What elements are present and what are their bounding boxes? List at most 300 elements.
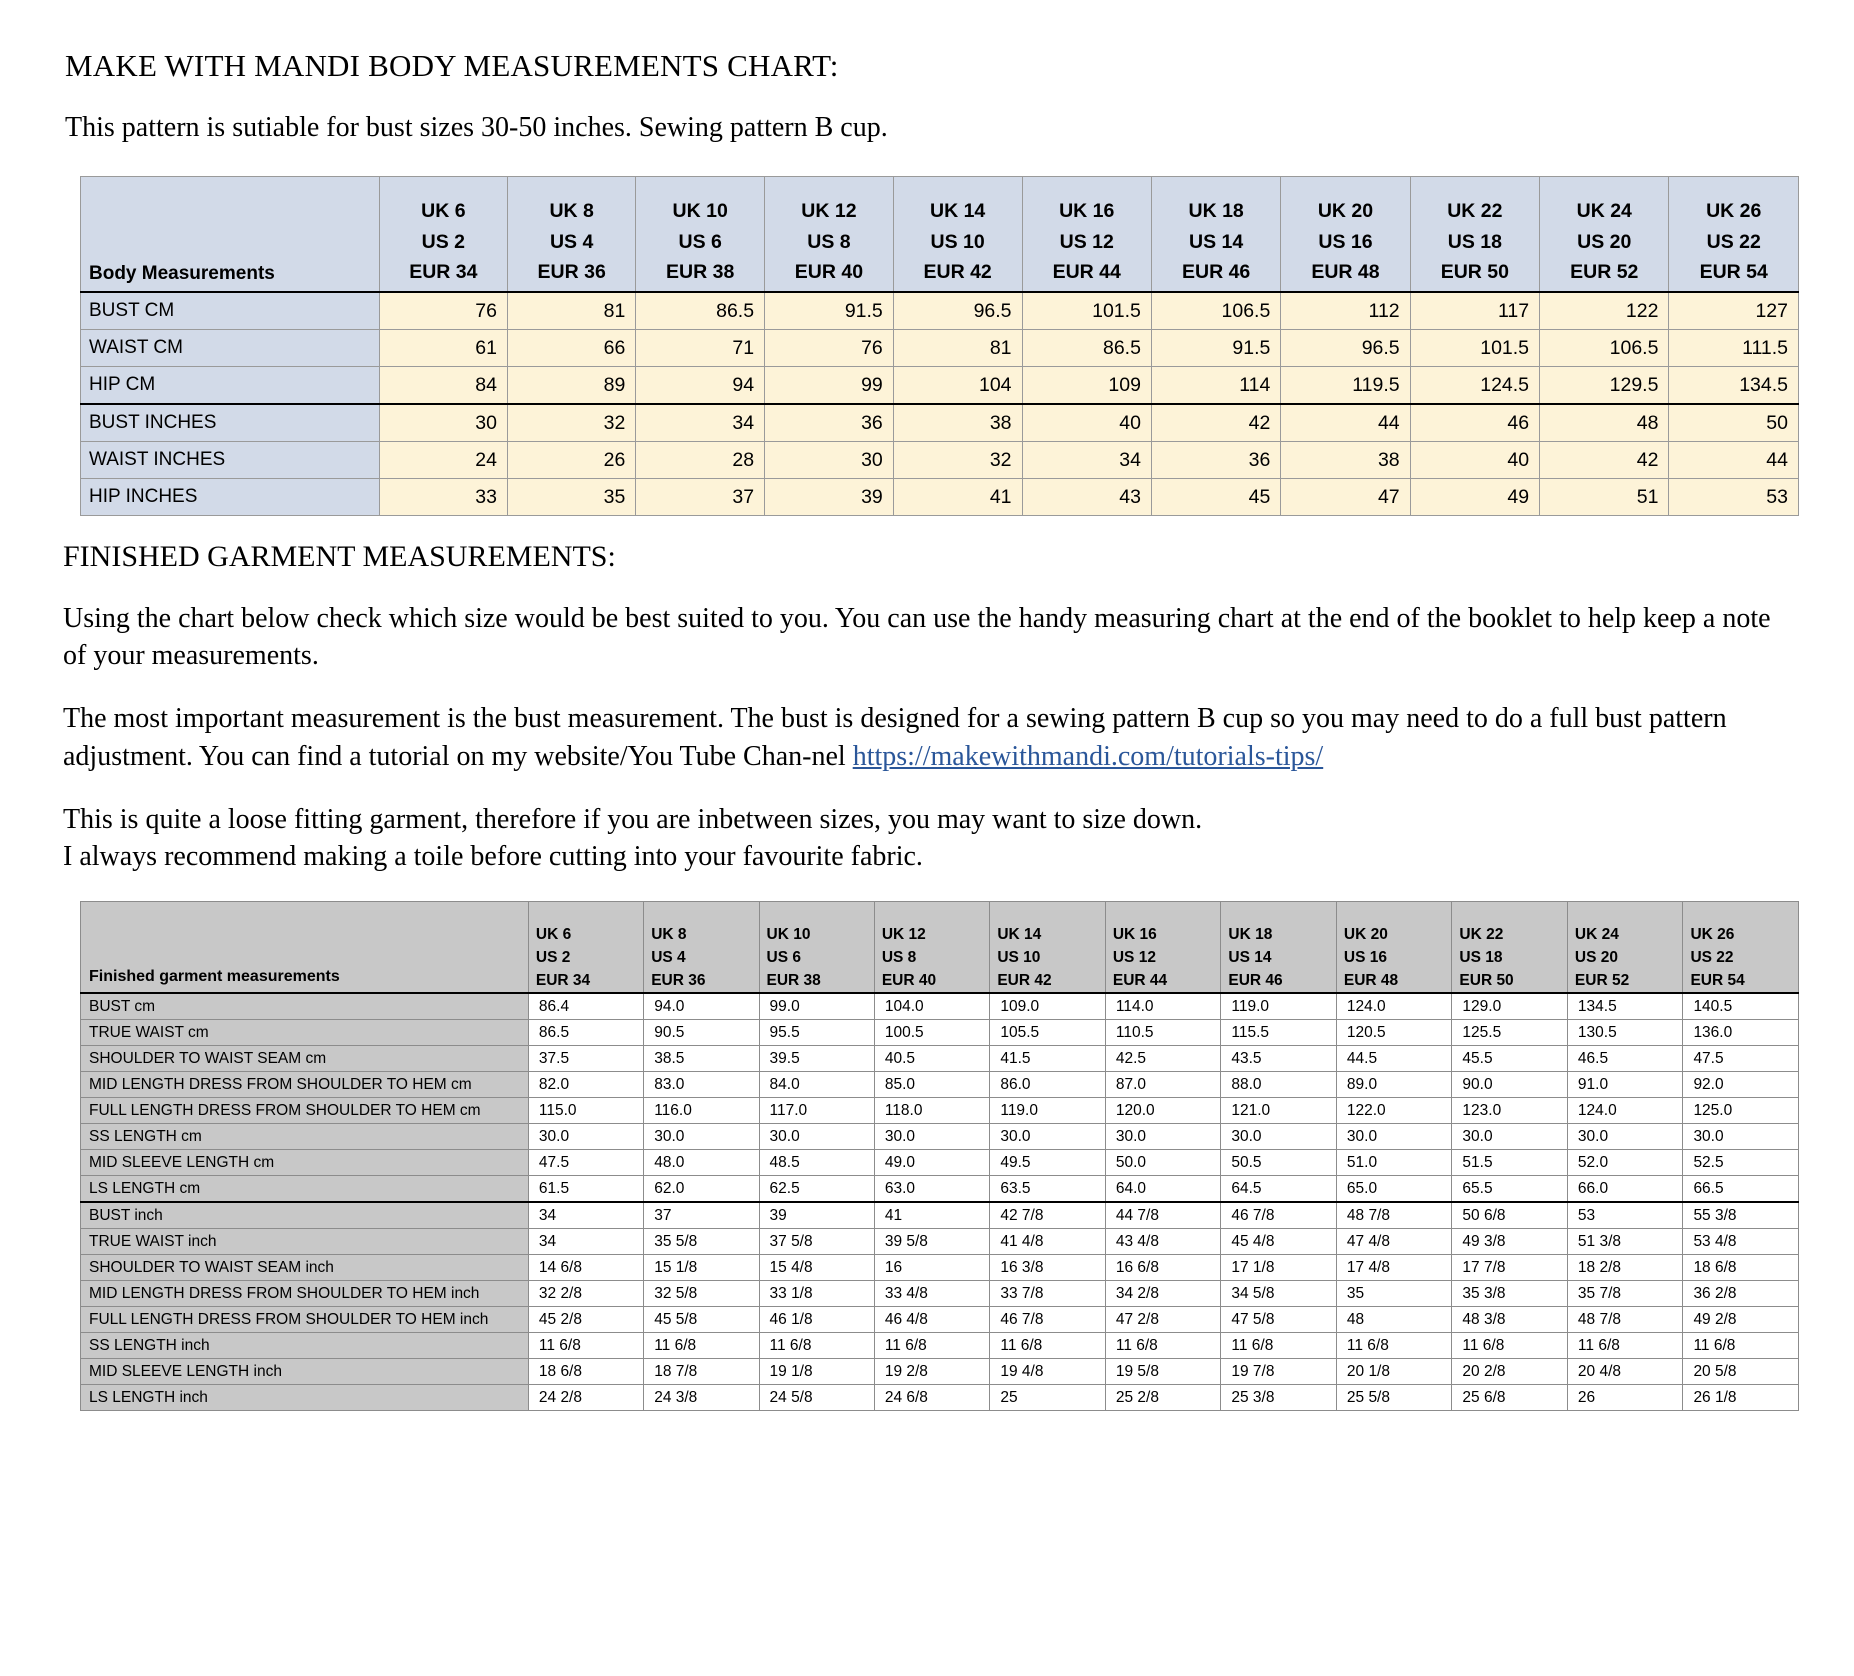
cell-value: 39 — [759, 1202, 874, 1229]
cell-value: 24 6/8 — [874, 1385, 990, 1411]
cell-value: 99 — [765, 367, 894, 405]
cell-value: 32 5/8 — [644, 1281, 759, 1307]
tutorials-tips-link[interactable]: https://makewithmandi.com/tutorials-tips/ — [852, 740, 1324, 772]
cell-value: 26 1/8 — [1683, 1385, 1799, 1411]
size-header-us: US 4 — [651, 948, 686, 966]
body-measurements-corner-label: Body Measurements — [81, 177, 380, 293]
cell-value: 51.0 — [1336, 1150, 1452, 1176]
cell-value: 39 5/8 — [874, 1229, 990, 1255]
cell-value: 140.5 — [1683, 993, 1799, 1020]
cell-value: 110.5 — [1105, 1020, 1221, 1046]
cell-value: 28 — [636, 442, 765, 479]
table-row — [81, 292, 1799, 330]
table-row — [81, 1150, 1799, 1176]
cell-value: 25 — [990, 1385, 1106, 1411]
cell-value: 17 4/8 — [1336, 1255, 1452, 1281]
cell-value: 47.5 — [1683, 1046, 1799, 1072]
cell-value: 24 — [379, 442, 507, 479]
paragraph-bust-adjustment-text: The most important measurement is the bust measurement. The bust is designed for a sewing pattern B cup so you may need to do a full bust pattern adjustment. You can find a tutorial on my website/You Tube Chan-nel — [63, 703, 1727, 772]
cell-value: 53 — [1567, 1202, 1683, 1229]
cell-value: 19 1/8 — [759, 1359, 874, 1385]
fg-size-header-5 — [1105, 902, 1221, 994]
row-label: LS LENGTH inch — [81, 1385, 529, 1411]
cell-value: 32 — [893, 442, 1022, 479]
size-header-eur: EUR 40 — [794, 260, 864, 283]
table-row — [81, 1098, 1799, 1124]
cell-value: 43 — [1022, 479, 1151, 516]
size-header-us: US 8 — [807, 230, 851, 253]
size-header-0 — [379, 177, 507, 293]
row-label: MID LENGTH DRESS FROM SHOULDER TO HEM inch — [81, 1281, 529, 1307]
cell-value: 64.5 — [1221, 1176, 1337, 1203]
size-header-us: US 14 — [1228, 948, 1272, 966]
cell-value: 46 7/8 — [990, 1307, 1106, 1333]
cell-value: 49.0 — [874, 1150, 990, 1176]
size-header-uk: UK 12 — [801, 200, 857, 223]
cell-value: 48 — [1336, 1307, 1452, 1333]
cell-value: 91.0 — [1567, 1072, 1683, 1098]
cell-value: 11 6/8 — [1221, 1333, 1337, 1359]
cell-value: 115.5 — [1221, 1020, 1337, 1046]
size-header-7 — [1281, 177, 1410, 293]
cell-value: 26 — [1567, 1385, 1683, 1411]
cell-value: 20 1/8 — [1336, 1359, 1452, 1385]
cell-value: 30 — [765, 442, 894, 479]
cell-value: 45.5 — [1452, 1046, 1568, 1072]
cell-value: 46 1/8 — [759, 1307, 874, 1333]
cell-value: 84.0 — [759, 1072, 874, 1098]
row-label: TRUE WAIST inch — [81, 1229, 529, 1255]
paragraph-sizing-guidance: Using the chart below check which size would be best suited to you. You can use the handy measuring chart at the end of the booklet to help keep a note of your measurements. — [63, 603, 1771, 672]
cell-value: 124.5 — [1410, 367, 1539, 405]
finished-garment-table — [80, 901, 1799, 1411]
cell-value: 45 — [1151, 479, 1280, 516]
cell-value: 30.0 — [528, 1124, 643, 1150]
fg-size-header-3 — [874, 902, 990, 994]
cell-value: 25 3/8 — [1221, 1385, 1337, 1411]
size-header-us: US 8 — [881, 948, 917, 966]
size-header-us: US 18 — [1459, 948, 1503, 966]
cell-value: 15 4/8 — [759, 1255, 874, 1281]
cell-value: 36 — [1151, 442, 1280, 479]
cell-value: 119.0 — [990, 1098, 1106, 1124]
cell-value: 41 — [893, 479, 1022, 516]
cell-value: 46 — [1410, 404, 1539, 442]
size-header-uk: UK 22 — [1459, 925, 1504, 943]
cell-value: 76 — [765, 330, 894, 367]
cell-value: 11 6/8 — [528, 1333, 643, 1359]
size-header-us: US 12 — [1112, 948, 1156, 966]
fg-size-header-4 — [990, 902, 1106, 994]
size-header-uk: UK 6 — [535, 925, 572, 943]
size-header-5 — [1022, 177, 1151, 293]
table-row — [81, 1333, 1799, 1359]
size-header-uk: UK 24 — [1574, 925, 1619, 943]
cell-value: 117.0 — [759, 1098, 874, 1124]
size-header-us: US 18 — [1447, 230, 1502, 253]
cell-value: 14 6/8 — [528, 1255, 643, 1281]
cell-value: 40 — [1410, 442, 1539, 479]
cell-value: 25 2/8 — [1105, 1385, 1221, 1411]
size-header-3 — [765, 177, 894, 293]
cell-value: 47 4/8 — [1336, 1229, 1452, 1255]
size-header-10 — [1669, 177, 1799, 293]
size-header-eur: EUR 36 — [651, 972, 706, 990]
cell-value: 44.5 — [1336, 1046, 1452, 1072]
cell-value: 30 — [379, 404, 507, 442]
cell-value: 63.0 — [874, 1176, 990, 1203]
body-measurements-table-head — [81, 177, 1799, 293]
cell-value: 94.0 — [644, 993, 759, 1020]
cell-value: 36 2/8 — [1683, 1281, 1799, 1307]
cell-value: 125.5 — [1452, 1020, 1568, 1046]
cell-value: 55 3/8 — [1683, 1202, 1799, 1229]
size-header-uk: UK 26 — [1706, 200, 1762, 223]
cell-value: 51 3/8 — [1567, 1229, 1683, 1255]
size-header-us: US 20 — [1574, 948, 1619, 966]
cell-value: 37.5 — [528, 1046, 643, 1072]
cell-value: 17 1/8 — [1221, 1255, 1337, 1281]
row-label: BUST inch — [81, 1202, 529, 1229]
size-header-eur: EUR 48 — [1343, 972, 1399, 990]
cell-value: 44 — [1669, 442, 1799, 479]
cell-value: 30.0 — [1683, 1124, 1799, 1150]
paragraph-bust-adjustment — [63, 700, 1793, 774]
size-header-us: US 22 — [1690, 948, 1734, 966]
cell-value: 19 5/8 — [1105, 1359, 1221, 1385]
row-label: SHOULDER TO WAIST SEAM inch — [81, 1255, 529, 1281]
cell-value: 62.0 — [644, 1176, 759, 1203]
cell-value: 61 — [379, 330, 507, 367]
table-row — [81, 993, 1799, 1020]
table-row — [81, 1020, 1799, 1046]
cell-value: 30.0 — [990, 1124, 1106, 1150]
cell-value: 134.5 — [1567, 993, 1683, 1020]
cell-value: 114.0 — [1105, 993, 1221, 1020]
cell-value: 86.5 — [636, 292, 765, 330]
cell-value: 92.0 — [1683, 1072, 1799, 1098]
size-header-us: US 2 — [421, 230, 466, 253]
cell-value: 94 — [636, 367, 765, 405]
size-header-eur: EUR 52 — [1570, 260, 1639, 283]
cell-value: 91.5 — [1151, 330, 1280, 367]
cell-value: 106.5 — [1540, 330, 1669, 367]
finished-garment-table-wrapper — [80, 901, 1799, 1411]
cell-value: 48 7/8 — [1336, 1202, 1452, 1229]
cell-value: 17 7/8 — [1452, 1255, 1568, 1281]
cell-value: 18 7/8 — [644, 1359, 759, 1385]
fg-size-header-6 — [1221, 902, 1337, 994]
fg-size-header-1 — [644, 902, 759, 994]
cell-value: 34 2/8 — [1105, 1281, 1221, 1307]
cell-value: 37 — [636, 479, 765, 516]
cell-value: 32 2/8 — [528, 1281, 643, 1307]
size-header-eur: EUR 50 — [1440, 260, 1509, 283]
cell-value: 81 — [508, 292, 636, 330]
table-row — [81, 1202, 1799, 1229]
cell-value: 136.0 — [1683, 1020, 1799, 1046]
cell-value: 42.5 — [1105, 1046, 1221, 1072]
row-label: WAIST CM — [81, 330, 380, 367]
cell-value: 11 6/8 — [1683, 1333, 1799, 1359]
cell-value: 37 5/8 — [759, 1229, 874, 1255]
cell-value: 61.5 — [528, 1176, 643, 1203]
row-label: HIP CM — [81, 367, 380, 405]
cell-value: 122 — [1540, 292, 1669, 330]
table-row — [81, 1385, 1799, 1411]
size-header-uk: UK 16 — [1059, 200, 1115, 223]
cell-value: 32 — [508, 404, 636, 442]
cell-value: 63.5 — [990, 1176, 1106, 1203]
finished-garment-table-head — [81, 902, 1799, 994]
cell-value: 20 5/8 — [1683, 1359, 1799, 1385]
size-header-uk: UK 22 — [1447, 200, 1503, 223]
table-row — [81, 1072, 1799, 1098]
size-header-2 — [636, 177, 765, 293]
size-header-us: US 10 — [997, 948, 1041, 966]
cell-value: 24 3/8 — [644, 1385, 759, 1411]
cell-value: 48 3/8 — [1452, 1307, 1568, 1333]
table-row — [81, 442, 1799, 479]
cell-value: 52.5 — [1683, 1150, 1799, 1176]
cell-value: 11 6/8 — [874, 1333, 990, 1359]
fg-size-header-2 — [759, 902, 874, 994]
cell-value: 30.0 — [1452, 1124, 1568, 1150]
cell-value: 46 4/8 — [874, 1307, 990, 1333]
page-title: MAKE WITH MANDI BODY MEASUREMENTS CHART: — [65, 48, 839, 83]
cell-value: 104 — [893, 367, 1022, 405]
cell-value: 76 — [379, 292, 507, 330]
cell-value: 11 6/8 — [1105, 1333, 1221, 1359]
cell-value: 40 — [1022, 404, 1151, 442]
cell-value: 30.0 — [1567, 1124, 1683, 1150]
cell-value: 39 — [765, 479, 894, 516]
size-header-8 — [1410, 177, 1539, 293]
cell-value: 11 6/8 — [1567, 1333, 1683, 1359]
size-header-us: US 16 — [1343, 948, 1387, 966]
row-label: HIP INCHES — [81, 479, 380, 516]
size-header-eur: EUR 38 — [766, 972, 821, 990]
cell-value: 116.0 — [644, 1098, 759, 1124]
cell-value: 47 5/8 — [1221, 1307, 1337, 1333]
cell-value: 49 3/8 — [1452, 1229, 1568, 1255]
cell-value: 117 — [1410, 292, 1539, 330]
cell-value: 124.0 — [1336, 993, 1452, 1020]
row-label: MID SLEEVE LENGTH inch — [81, 1359, 529, 1385]
cell-value: 48 7/8 — [1567, 1307, 1683, 1333]
cell-value: 104.0 — [874, 993, 990, 1020]
cell-value: 109.0 — [990, 993, 1106, 1020]
table-row — [81, 1307, 1799, 1333]
table-row — [81, 1124, 1799, 1150]
cell-value: 33 7/8 — [990, 1281, 1106, 1307]
cell-value: 120.5 — [1336, 1020, 1452, 1046]
size-header-us: US 20 — [1577, 230, 1632, 253]
cell-value: 41 4/8 — [990, 1229, 1106, 1255]
cell-value: 66 — [508, 330, 636, 367]
cell-value: 33 — [379, 479, 507, 516]
cell-value: 24 5/8 — [759, 1385, 874, 1411]
cell-value: 45 2/8 — [528, 1307, 643, 1333]
cell-value: 99.0 — [759, 993, 874, 1020]
size-header-uk: UK 18 — [1228, 925, 1273, 943]
table-row — [81, 404, 1799, 442]
table-row — [81, 367, 1799, 405]
table-row — [81, 1359, 1799, 1385]
fg-size-header-7 — [1336, 902, 1452, 994]
table-row — [81, 1255, 1799, 1281]
cell-value: 20 2/8 — [1452, 1359, 1568, 1385]
cell-value: 42 — [1151, 404, 1280, 442]
size-header-eur: EUR 44 — [1112, 972, 1168, 990]
cell-value: 134.5 — [1669, 367, 1799, 405]
cell-value: 64.0 — [1105, 1176, 1221, 1203]
cell-value: 49 2/8 — [1683, 1307, 1799, 1333]
row-label: SHOULDER TO WAIST SEAM cm — [81, 1046, 529, 1072]
size-header-eur: EUR 54 — [1699, 260, 1768, 283]
size-header-uk: UK 20 — [1343, 925, 1388, 943]
size-header-us: US 2 — [535, 948, 571, 966]
size-header-uk: UK 26 — [1690, 925, 1735, 943]
cell-value: 62.5 — [759, 1176, 874, 1203]
row-label: BUST CM — [81, 292, 380, 330]
row-label: FULL LENGTH DRESS FROM SHOULDER TO HEM cm — [81, 1098, 529, 1124]
size-header-eur: EUR 40 — [881, 972, 937, 990]
row-label: BUST cm — [81, 993, 529, 1020]
section-heading-finished-garment: FINISHED GARMENT MEASUREMENTS: — [63, 540, 616, 573]
fg-size-header-10 — [1683, 902, 1799, 994]
cell-value: 114 — [1151, 367, 1280, 405]
cell-value: 109 — [1022, 367, 1151, 405]
size-header-eur: EUR 46 — [1181, 260, 1251, 283]
size-header-eur: EUR 46 — [1228, 972, 1283, 990]
size-header-uk: UK 12 — [881, 925, 926, 943]
cell-value: 33 4/8 — [874, 1281, 990, 1307]
size-header-uk: UK 24 — [1576, 200, 1632, 223]
cell-value: 84 — [379, 367, 507, 405]
row-label: FULL LENGTH DRESS FROM SHOULDER TO HEM inch — [81, 1307, 529, 1333]
cell-value: 100.5 — [874, 1020, 990, 1046]
size-header-eur: EUR 42 — [923, 260, 992, 283]
cell-value: 35 7/8 — [1567, 1281, 1683, 1307]
cell-value: 11 6/8 — [990, 1333, 1106, 1359]
size-header-eur: EUR 34 — [535, 972, 591, 990]
size-header-us: US 6 — [678, 230, 722, 253]
cell-value: 81 — [893, 330, 1022, 367]
cell-value: 42 — [1540, 442, 1669, 479]
size-header-eur: EUR 52 — [1574, 972, 1630, 990]
cell-value: 65.5 — [1452, 1176, 1568, 1203]
cell-value: 39.5 — [759, 1046, 874, 1072]
cell-value: 120.0 — [1105, 1098, 1221, 1124]
cell-value: 50 6/8 — [1452, 1202, 1568, 1229]
cell-value: 125.0 — [1683, 1098, 1799, 1124]
body-measurements-table — [80, 176, 1799, 516]
cell-value: 90.0 — [1452, 1072, 1568, 1098]
size-header-us: US 6 — [766, 948, 801, 966]
size-header-uk: UK 18 — [1188, 200, 1244, 223]
cell-value: 86.0 — [990, 1072, 1106, 1098]
finished-garment-table-body — [81, 993, 1799, 1411]
cell-value: 25 6/8 — [1452, 1385, 1568, 1411]
fit-note-line-1: This is quite a loose fitting garment, therefore if you are inbetween sizes, you may want to size down. — [63, 803, 1203, 835]
cell-value: 50.0 — [1105, 1150, 1221, 1176]
size-header-eur: EUR 38 — [666, 260, 735, 283]
size-header-uk: UK 10 — [766, 925, 811, 943]
cell-value: 119.0 — [1221, 993, 1337, 1020]
cell-value: 19 7/8 — [1221, 1359, 1337, 1385]
cell-value: 26 — [508, 442, 636, 479]
fit-note-line-2: I always recommend making a toile before cutting into your favourite fabric. — [63, 841, 923, 873]
size-header-uk: UK 16 — [1112, 925, 1157, 943]
cell-value: 88.0 — [1221, 1072, 1337, 1098]
cell-value: 50.5 — [1221, 1150, 1337, 1176]
size-header-uk: UK 14 — [997, 925, 1042, 943]
cell-value: 86.5 — [1022, 330, 1151, 367]
cell-value: 95.5 — [759, 1020, 874, 1046]
size-header-6 — [1151, 177, 1280, 293]
fg-size-header-0 — [528, 902, 643, 994]
cell-value: 30.0 — [1105, 1124, 1221, 1150]
cell-value: 85.0 — [874, 1072, 990, 1098]
cell-value: 30.0 — [759, 1124, 874, 1150]
cell-value: 43.5 — [1221, 1046, 1337, 1072]
cell-value: 20 4/8 — [1567, 1359, 1683, 1385]
cell-value: 91.5 — [765, 292, 894, 330]
cell-value: 106.5 — [1151, 292, 1280, 330]
cell-value: 87.0 — [1105, 1072, 1221, 1098]
paragraph-fit-note — [63, 801, 1793, 875]
size-header-4 — [893, 177, 1022, 293]
cell-value: 89 — [508, 367, 636, 405]
cell-value: 129.5 — [1540, 367, 1669, 405]
size-header-us: US 4 — [549, 230, 594, 253]
table-row — [81, 1281, 1799, 1307]
cell-value: 16 — [874, 1255, 990, 1281]
cell-value: 35 — [508, 479, 636, 516]
cell-value: 11 6/8 — [759, 1333, 874, 1359]
size-header-eur: EUR 42 — [997, 972, 1052, 990]
cell-value: 34 — [1022, 442, 1151, 479]
finished-garment-header-row — [81, 902, 1799, 994]
cell-value: 34 — [528, 1229, 643, 1255]
body-measurements-header-row — [81, 177, 1799, 293]
cell-value: 37 — [644, 1202, 759, 1229]
cell-value: 47 2/8 — [1105, 1307, 1221, 1333]
cell-value: 111.5 — [1669, 330, 1799, 367]
table-row — [81, 1176, 1799, 1203]
cell-value: 47.5 — [528, 1150, 643, 1176]
cell-value: 49.5 — [990, 1150, 1106, 1176]
cell-value: 36 — [765, 404, 894, 442]
cell-value: 45 4/8 — [1221, 1229, 1337, 1255]
cell-value: 122.0 — [1336, 1098, 1452, 1124]
cell-value: 35 — [1336, 1281, 1452, 1307]
cell-value: 47 — [1281, 479, 1410, 516]
cell-value: 38 — [1281, 442, 1410, 479]
cell-value: 86.5 — [528, 1020, 643, 1046]
cell-value: 30.0 — [644, 1124, 759, 1150]
cell-value: 118.0 — [874, 1098, 990, 1124]
cell-value: 11 6/8 — [1452, 1333, 1568, 1359]
cell-value: 35 5/8 — [644, 1229, 759, 1255]
cell-value: 48.0 — [644, 1150, 759, 1176]
cell-value: 101.5 — [1022, 292, 1151, 330]
cell-value: 65.0 — [1336, 1176, 1452, 1203]
row-label: BUST INCHES — [81, 404, 380, 442]
cell-value: 90.5 — [644, 1020, 759, 1046]
cell-value: 51.5 — [1452, 1150, 1568, 1176]
